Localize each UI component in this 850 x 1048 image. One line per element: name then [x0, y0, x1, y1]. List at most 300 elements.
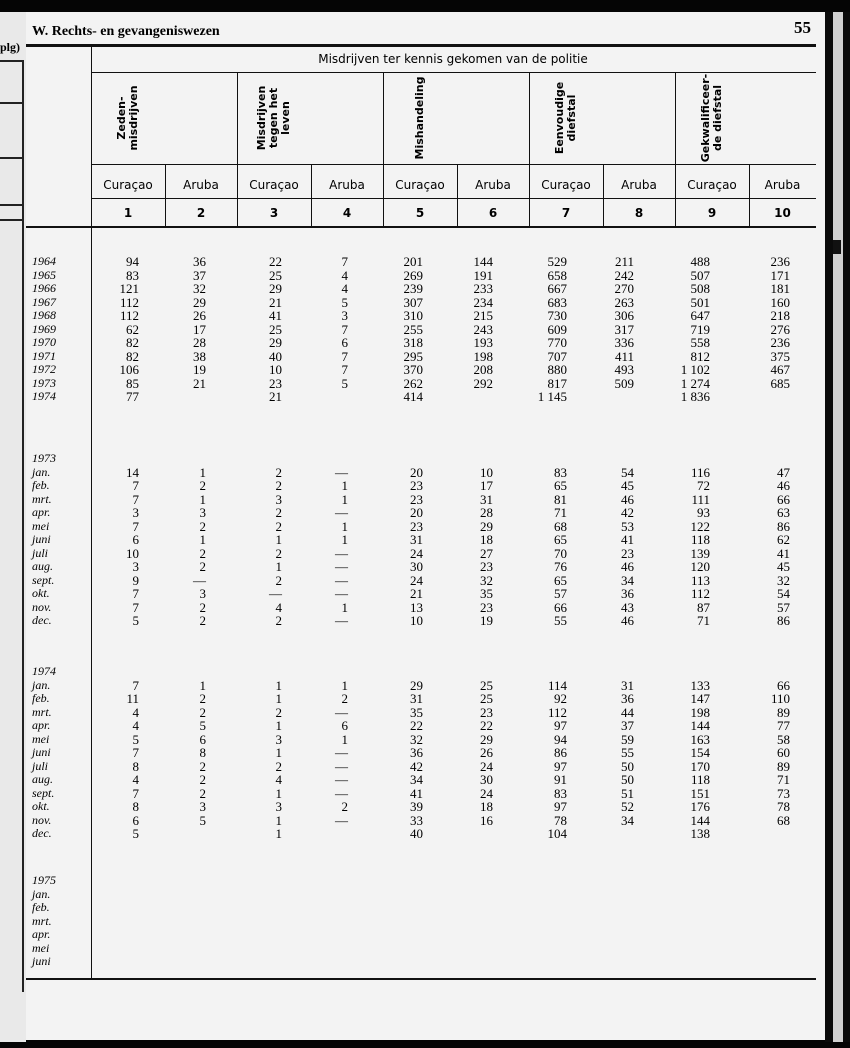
- table-cell: 68: [777, 812, 790, 828]
- table-cell: 81: [554, 491, 567, 507]
- table-cell: 86: [554, 745, 567, 760]
- table-cell: 2: [275, 613, 282, 628]
- table-cell: 62: [126, 321, 139, 337]
- table-cell: 10: [269, 362, 282, 377]
- table-cell: 14: [126, 464, 139, 480]
- table-cell: 1: [199, 464, 206, 480]
- column-name: Aruba: [329, 178, 365, 192]
- top-rule: [26, 44, 816, 47]
- table-cell: 22: [480, 718, 493, 733]
- table-cell: 171: [770, 267, 790, 283]
- table-cell: 66: [777, 677, 790, 693]
- table-cell: 85: [126, 375, 139, 391]
- table-cell: 113: [690, 572, 710, 588]
- table-cell: 43: [621, 599, 634, 615]
- table-cell: 29: [269, 281, 282, 296]
- table-cell: 41: [269, 308, 282, 323]
- table-cell: —: [335, 613, 348, 628]
- table-cell: 71: [697, 613, 710, 628]
- table-cell: 133: [690, 677, 710, 693]
- table-cell: 1: [199, 677, 206, 693]
- table-cell: 1 274: [680, 375, 710, 391]
- table-cell: 1: [341, 677, 348, 693]
- table-cell: 89: [777, 758, 790, 774]
- table-cell: 23: [480, 559, 493, 574]
- table-cell: 94: [554, 731, 567, 747]
- table-cell: —: [335, 559, 348, 574]
- table-cell: 21: [410, 586, 423, 601]
- table-cell: 658: [547, 267, 567, 283]
- table-cell: 1: [275, 785, 282, 801]
- table-cell: 3: [132, 559, 139, 574]
- column-number: 6: [488, 206, 498, 220]
- table-cell: 1 836: [680, 389, 710, 404]
- table-cell: 118: [690, 532, 710, 547]
- table-cell: 509: [614, 375, 634, 391]
- table-cell: 78: [554, 812, 567, 828]
- table-cell: 35: [410, 704, 423, 720]
- table-cell: 2: [199, 785, 206, 801]
- table-cell: 2: [275, 758, 282, 774]
- table-cell: 414: [403, 389, 423, 404]
- table-cell: 144: [473, 254, 493, 269]
- table-cell: —: [335, 812, 348, 828]
- table-cell: 10: [480, 464, 493, 480]
- row-label: mei: [32, 731, 50, 746]
- table-cell: 23: [269, 375, 282, 391]
- table-cell: —: [335, 464, 348, 480]
- column-name: Aruba: [183, 178, 219, 192]
- table-cell: 120: [690, 559, 710, 574]
- table-cell: 25: [269, 321, 282, 337]
- table-cell: 77: [777, 718, 790, 733]
- group-header: Misdrijven ter kennis gekomen van de politie: [318, 52, 588, 66]
- table-cell: 65: [554, 532, 567, 547]
- table-cell: 239: [403, 281, 423, 296]
- row-label: jan.: [32, 677, 51, 692]
- table-cell: 5: [132, 826, 139, 841]
- column-number: 5: [415, 206, 425, 220]
- row-label: mrt.: [32, 491, 52, 506]
- table-cell: 86: [777, 613, 790, 628]
- table-cell: 8: [132, 758, 139, 774]
- table-cell: 7: [341, 321, 348, 337]
- table-cell: 31: [410, 691, 423, 706]
- table-cell: 243: [473, 321, 493, 337]
- table-cell: 181: [770, 281, 790, 296]
- previous-page-rule: [22, 62, 24, 992]
- table-cell: 5: [199, 812, 206, 828]
- table-cell: 21: [193, 375, 206, 391]
- row-label: dec.: [32, 613, 52, 627]
- table-cell: 2: [275, 464, 282, 480]
- table-cell: 23: [480, 704, 493, 720]
- previous-page-rule: [0, 102, 24, 104]
- table-cell: 233: [473, 281, 493, 296]
- table-cell: 370: [403, 362, 423, 377]
- table-cell: 6: [199, 731, 206, 747]
- year-heading: 1974: [32, 664, 56, 678]
- row-label: 1964: [32, 254, 56, 268]
- table-cell: 40: [269, 348, 282, 364]
- table-cell: 24: [410, 572, 423, 588]
- table-cell: 89: [777, 704, 790, 720]
- table-cell: 36: [621, 586, 634, 601]
- table-cell: 41: [621, 532, 634, 547]
- row-label: apr.: [32, 718, 51, 732]
- table-cell: 106: [119, 362, 139, 377]
- table-cell: 5: [199, 718, 206, 733]
- table-cell: 201: [403, 254, 423, 269]
- table-cell: 7: [132, 785, 139, 801]
- table-cell: —: [335, 545, 348, 561]
- table-cell: 3: [199, 586, 206, 601]
- table-cell: 116: [690, 464, 710, 480]
- table-cell: 2: [341, 799, 348, 814]
- table-cell: 32: [777, 572, 790, 588]
- table-cell: 2: [275, 545, 282, 561]
- table-cell: 501: [690, 294, 710, 310]
- table-cell: 467: [770, 362, 790, 377]
- table-cell: 26: [480, 745, 493, 760]
- row-label: juni: [32, 745, 51, 759]
- table-cell: 488: [690, 254, 710, 269]
- table-cell: 25: [480, 677, 493, 693]
- table-cell: 336: [614, 335, 634, 350]
- table-cell: 263: [614, 294, 634, 310]
- table-cell: 83: [126, 267, 139, 283]
- table-cell: 7: [132, 491, 139, 507]
- table-cell: 3: [275, 491, 282, 507]
- table-cell: 30: [480, 772, 493, 787]
- table-cell: 707: [547, 348, 567, 364]
- table-cell: 28: [480, 505, 493, 520]
- table-cell: 30: [410, 559, 423, 574]
- table-cell: 29: [410, 677, 423, 693]
- row-label: 1970: [32, 335, 56, 349]
- table-cell: 22: [410, 718, 423, 733]
- table-cell: 270: [614, 281, 634, 296]
- table-cell: 23: [480, 599, 493, 615]
- table-cell: 2: [199, 613, 206, 628]
- table-cell: 97: [554, 718, 567, 733]
- table-cell: 7: [132, 478, 139, 493]
- row-label: jan.: [32, 886, 51, 901]
- table-cell: 7: [341, 362, 348, 377]
- table-cell: 41: [410, 785, 423, 801]
- table-cell: 77: [126, 389, 139, 404]
- table-cell: 110: [770, 691, 790, 706]
- table-cell: 60: [777, 745, 790, 760]
- table-cell: 236: [770, 254, 790, 269]
- table-cell: 2: [199, 691, 206, 706]
- table-cell: 170: [690, 758, 710, 774]
- table-cell: 111: [691, 491, 710, 507]
- row-label: 1965: [32, 267, 56, 282]
- table-cell: 18: [480, 799, 493, 814]
- table-cell: 57: [554, 586, 567, 601]
- table-cell: 647: [690, 308, 710, 323]
- table-cell: 47: [777, 464, 790, 480]
- table-cell: 58: [777, 731, 790, 747]
- table-cell: 3: [132, 505, 139, 520]
- table-cell: 817: [547, 375, 567, 391]
- table-cell: 812: [690, 348, 710, 364]
- table-cell: 2: [199, 599, 206, 615]
- row-label: juni: [32, 954, 51, 968]
- row-label: feb.: [32, 691, 50, 705]
- row-label: sept.: [32, 785, 55, 800]
- table-cell: 144: [690, 812, 710, 828]
- document-page: [26, 12, 825, 1040]
- table-cell: 1: [275, 691, 282, 706]
- previous-page-rule: [0, 60, 24, 62]
- previous-page-rule: [0, 157, 24, 159]
- row-label: aug.: [32, 772, 53, 786]
- table-cell: 1: [341, 518, 348, 534]
- table-cell: 32: [480, 572, 493, 588]
- row-label: apr.: [32, 505, 51, 519]
- row-label: juli: [32, 545, 49, 560]
- row-label: 1971: [32, 348, 56, 363]
- table-cell: 36: [410, 745, 423, 760]
- table-cell: 1: [341, 599, 348, 615]
- table-cell: 29: [193, 294, 206, 310]
- table-cell: 262: [403, 375, 423, 391]
- table-cell: 4: [132, 772, 139, 787]
- table-cell: 31: [480, 491, 493, 507]
- table-cell: 306: [614, 308, 634, 323]
- section-title: W. Rechts- en gevangeniswezen: [32, 24, 220, 39]
- column-name: Curaçao: [249, 178, 299, 192]
- table-cell: 1: [275, 532, 282, 547]
- table-cell: 82: [126, 335, 139, 350]
- table-cell: 23: [410, 491, 423, 507]
- column-divider: [237, 72, 238, 226]
- category-header: Gekwalificeer-de diefstal: [699, 73, 724, 163]
- table-cell: 55: [621, 745, 634, 760]
- table-cell: 46: [621, 491, 634, 507]
- table-cell: 7: [132, 745, 139, 760]
- row-label: sept.: [32, 572, 55, 587]
- table-cell: 82: [126, 348, 139, 364]
- previous-page-rule: [0, 219, 24, 221]
- table-cell: 318: [403, 335, 423, 350]
- table-cell: 46: [621, 559, 634, 574]
- table-cell: 193: [473, 335, 493, 350]
- table-cell: 2: [199, 518, 206, 534]
- page-edge-strip: [833, 12, 843, 1042]
- table-cell: 112: [690, 586, 710, 601]
- table-cell: —: [269, 586, 282, 601]
- table-cell: 32: [410, 731, 423, 747]
- table-cell: 23: [410, 478, 423, 493]
- table-cell: 118: [690, 772, 710, 787]
- table-cell: —: [335, 572, 348, 588]
- table-cell: 86: [777, 518, 790, 534]
- table-cell: 19: [480, 613, 493, 628]
- table-cell: 71: [554, 505, 567, 520]
- row-label: aug.: [32, 559, 53, 573]
- table-cell: 45: [621, 478, 634, 493]
- table-cell: 10: [126, 545, 139, 561]
- column-number: 9: [707, 206, 717, 220]
- row-label: dec.: [32, 826, 52, 840]
- table-cell: 62: [777, 532, 790, 547]
- table-cell: 26: [193, 308, 206, 323]
- table-cell: 23: [621, 545, 634, 561]
- table-cell: 3: [341, 308, 348, 323]
- table-cell: 55: [554, 613, 567, 628]
- table-cell: 24: [410, 545, 423, 561]
- table-cell: 27: [480, 545, 493, 561]
- table-cell: 21: [269, 294, 282, 310]
- column-divider: [529, 72, 530, 226]
- table-cell: 558: [690, 335, 710, 350]
- category-header: Eenvoudige diefstal: [553, 81, 578, 155]
- table-cell: —: [335, 586, 348, 601]
- table-cell: 1: [275, 826, 282, 841]
- table-cell: 208: [473, 362, 493, 377]
- table-cell: 25: [269, 267, 282, 283]
- table-cell: 3: [275, 731, 282, 747]
- table-cell: 93: [697, 505, 710, 520]
- table-cell: 1: [275, 718, 282, 733]
- row-label: 1973: [32, 375, 56, 390]
- table-cell: 7: [132, 586, 139, 601]
- table-cell: 36: [193, 254, 206, 269]
- table-cell: 1: [341, 491, 348, 507]
- row-label: mrt.: [32, 704, 52, 719]
- table-cell: 269: [403, 267, 423, 283]
- table-cell: 4: [275, 599, 282, 615]
- column-name: Curaçao: [541, 178, 591, 192]
- table-cell: 2: [275, 572, 282, 588]
- table-cell: 2: [199, 559, 206, 574]
- row-label: mei: [32, 518, 50, 533]
- table-cell: 11: [126, 691, 139, 706]
- table-cell: 23: [410, 518, 423, 534]
- table-cell: 1: [275, 677, 282, 693]
- table-cell: 198: [690, 704, 710, 720]
- table-cell: 1 145: [537, 389, 567, 404]
- table-cell: 3: [199, 505, 206, 520]
- table-cell: 1: [341, 478, 348, 493]
- table-cell: 7: [341, 348, 348, 364]
- table-cell: 83: [554, 464, 567, 480]
- table-cell: 375: [770, 348, 790, 364]
- table-cell: 46: [621, 613, 634, 628]
- table-cell: 19: [193, 362, 206, 377]
- table-cell: 24: [480, 758, 493, 774]
- table-cell: 683: [547, 294, 567, 310]
- table-cell: 73: [777, 785, 790, 801]
- table-cell: 92: [554, 691, 567, 706]
- column-name: Curaçao: [103, 178, 153, 192]
- table-cell: 4: [275, 772, 282, 787]
- row-label: 1974: [32, 389, 56, 403]
- table-cell: 52: [621, 799, 634, 814]
- table-cell: 68: [554, 518, 567, 534]
- table-cell: 147: [690, 691, 710, 706]
- previous-page-edge: [0, 12, 26, 1042]
- table-cell: 508: [690, 281, 710, 296]
- column-number: 4: [342, 206, 352, 220]
- table-cell: 2: [199, 758, 206, 774]
- table-cell: 40: [410, 826, 423, 841]
- table-cell: 34: [410, 772, 423, 787]
- table-cell: 97: [554, 799, 567, 814]
- row-label: feb.: [32, 900, 50, 914]
- table-cell: 215: [473, 308, 493, 323]
- table-cell: 685: [770, 375, 790, 391]
- table-cell: 46: [777, 478, 790, 493]
- row-label: juni: [32, 532, 51, 546]
- table-cell: 6: [341, 335, 348, 350]
- table-cell: 493: [614, 362, 634, 377]
- column-number: 8: [634, 206, 644, 220]
- table-cell: 20: [410, 464, 423, 480]
- table-cell: 65: [554, 478, 567, 493]
- table-cell: 730: [547, 308, 567, 323]
- table-cell: 163: [690, 731, 710, 747]
- table-cell: 34: [621, 572, 634, 588]
- table-cell: 50: [621, 758, 634, 774]
- row-label: mrt.: [32, 913, 52, 928]
- table-cell: 6: [132, 532, 139, 547]
- table-cell: 1: [199, 491, 206, 507]
- column-number: 2: [196, 206, 206, 220]
- row-label: juli: [32, 758, 49, 773]
- table-cell: 36: [621, 691, 634, 706]
- table-cell: 97: [554, 758, 567, 774]
- table-cell: 1: [341, 731, 348, 747]
- table-cell: 38: [193, 348, 206, 364]
- previous-page-text: plg): [0, 40, 21, 54]
- table-cell: 4: [132, 718, 139, 733]
- row-label: 1968: [32, 308, 56, 322]
- table-cell: 1: [275, 745, 282, 760]
- table-cell: 114: [547, 677, 567, 693]
- row-label: nov.: [32, 812, 52, 827]
- table-cell: 21: [269, 389, 282, 404]
- table-cell: 295: [403, 348, 423, 364]
- table-cell: 13: [410, 599, 423, 615]
- table-cell: 160: [770, 294, 790, 310]
- column-number: 10: [774, 206, 791, 220]
- table-cell: 112: [119, 294, 139, 310]
- table-cell: 35: [480, 586, 493, 601]
- row-label: 1969: [32, 321, 56, 336]
- table-cell: 112: [119, 308, 139, 323]
- table-cell: 39: [410, 799, 423, 814]
- table-cell: 138: [690, 826, 710, 841]
- table-cell: 154: [690, 745, 710, 760]
- table-cell: 6: [132, 812, 139, 828]
- table-cell: 1: [341, 532, 348, 547]
- table-cell: 292: [473, 375, 493, 391]
- table-cell: 191: [473, 267, 493, 283]
- category-rule: [91, 164, 816, 165]
- page-number: 55: [794, 18, 811, 37]
- table-cell: 87: [697, 599, 710, 615]
- table-cell: —: [335, 745, 348, 760]
- table-cell: 5: [132, 613, 139, 628]
- table-cell: 91: [554, 772, 567, 787]
- column-name: Curaçao: [687, 178, 737, 192]
- row-label: 1966: [32, 281, 56, 295]
- table-cell: 2: [199, 545, 206, 561]
